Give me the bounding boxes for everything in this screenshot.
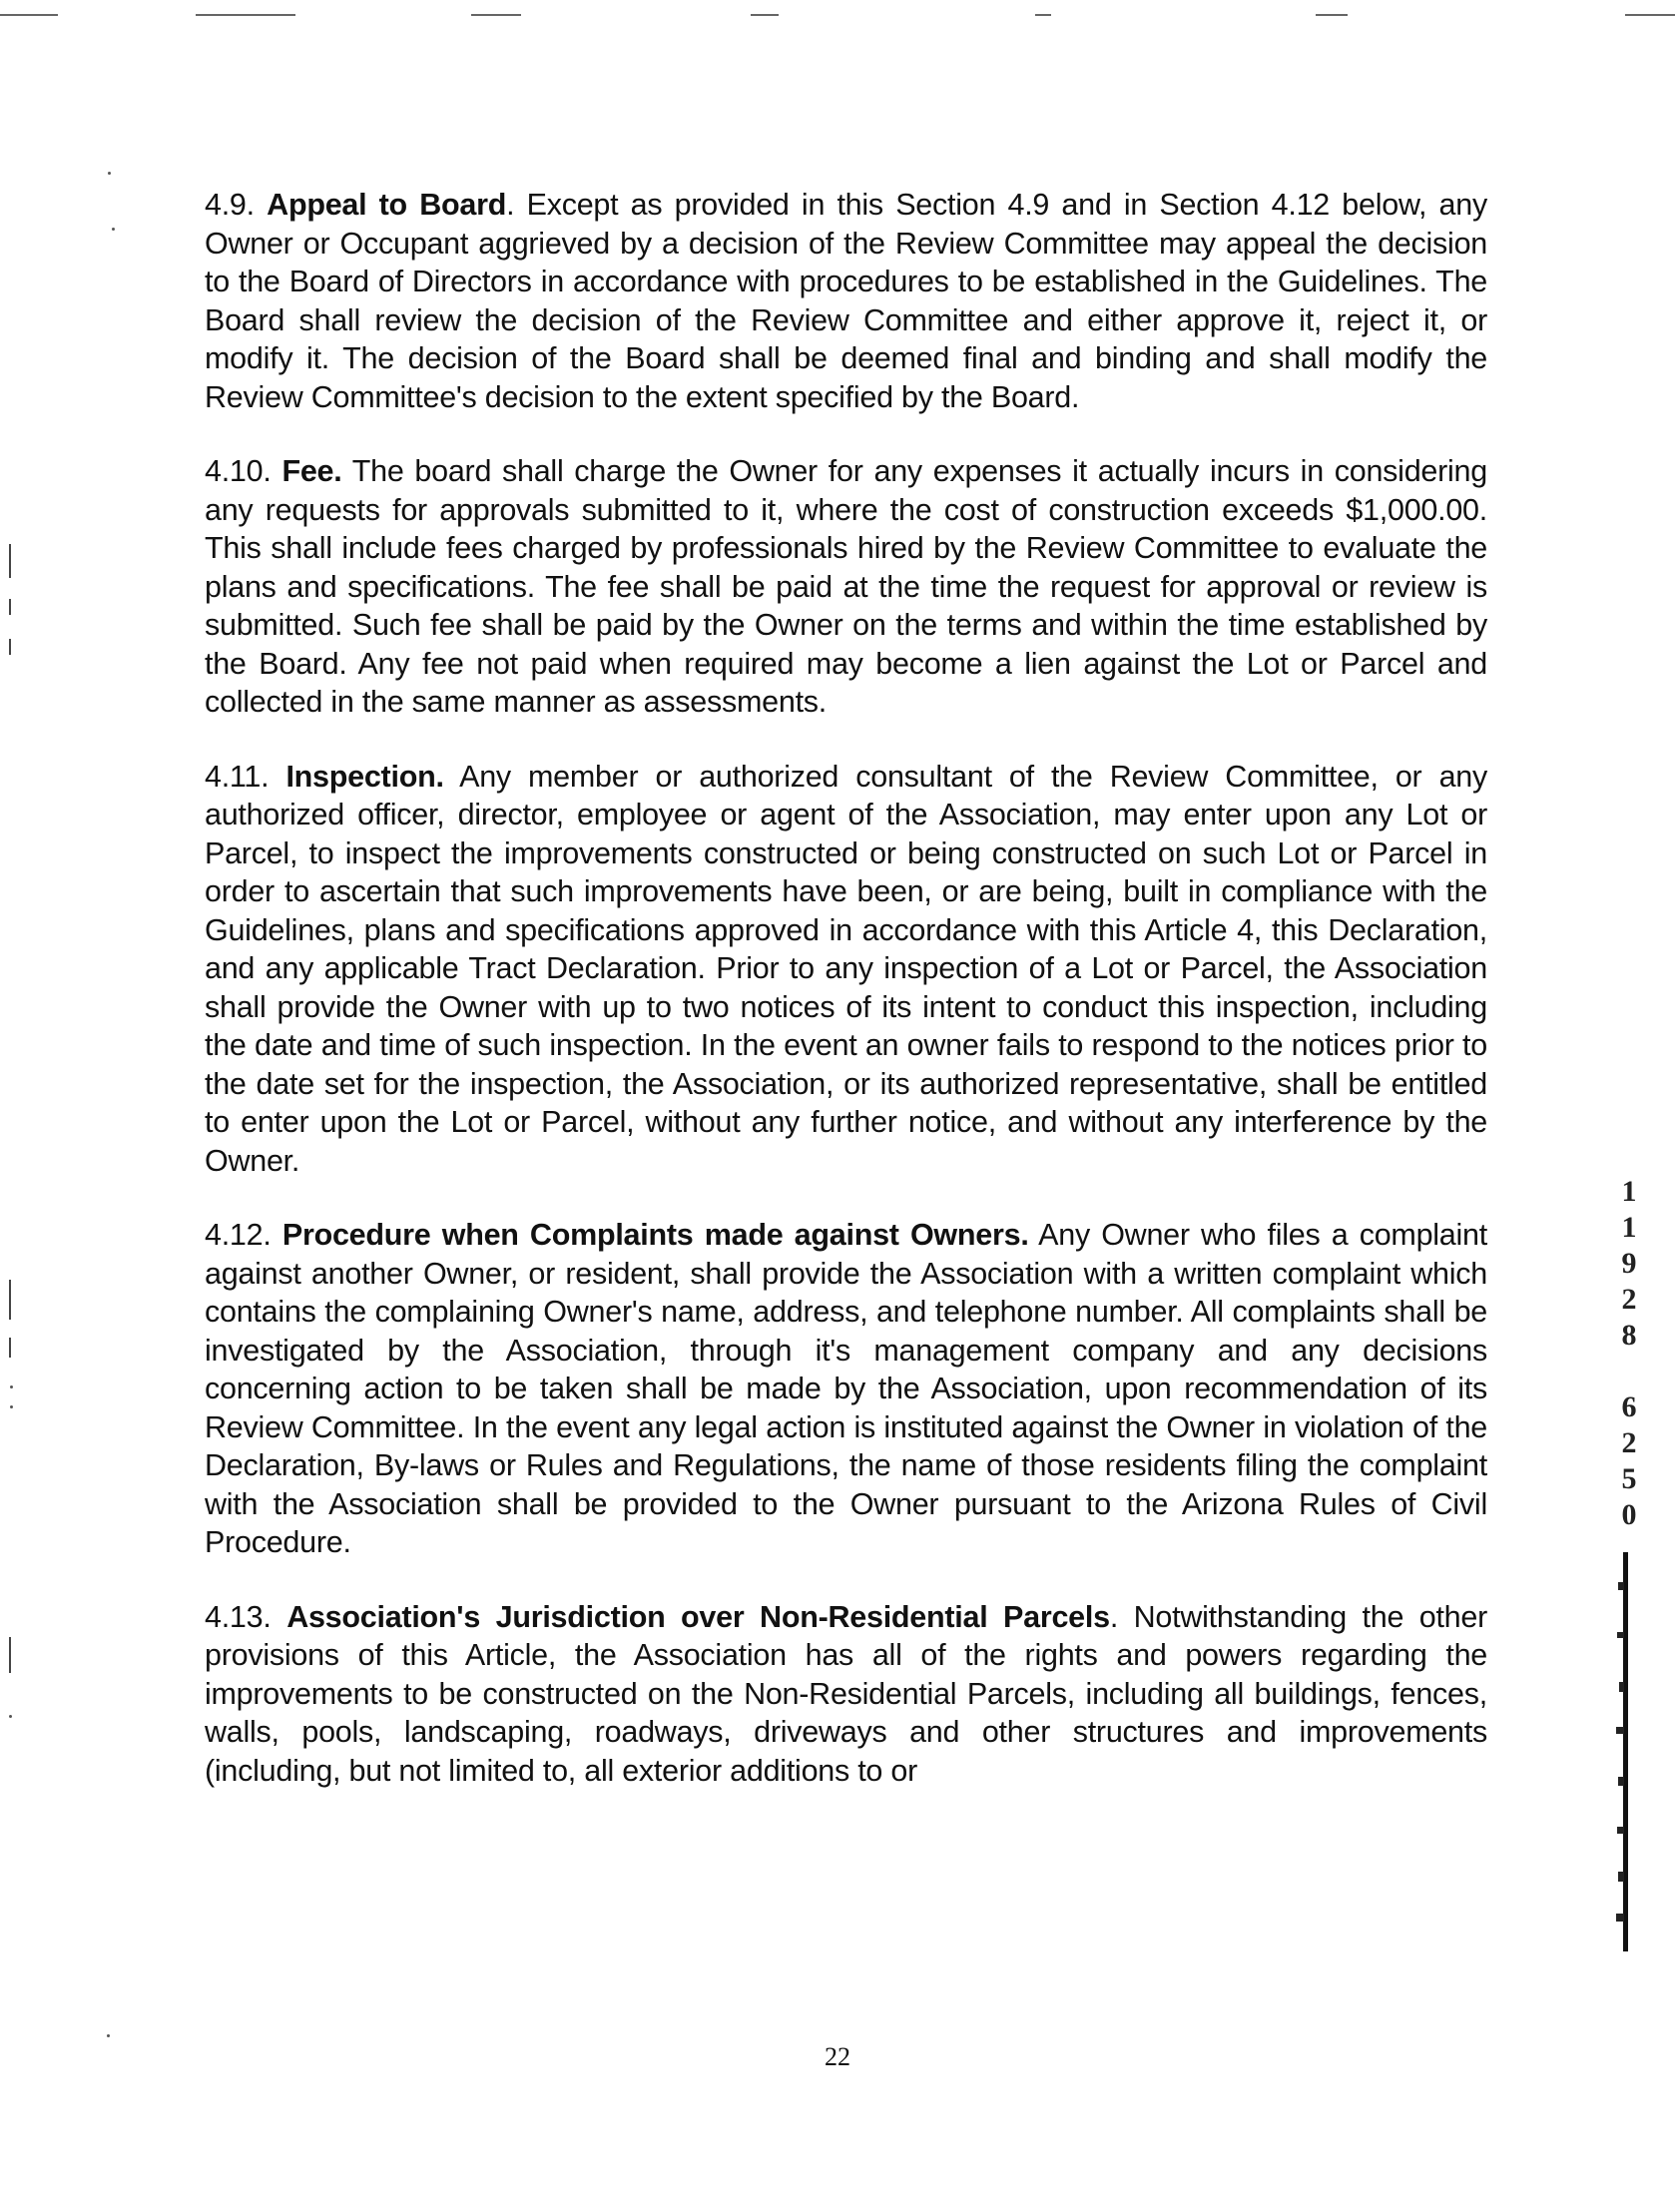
stamp-digit: 1 [1621, 1211, 1637, 1244]
scan-artifact-tick [9, 544, 11, 578]
scan-artifact-tick [9, 1280, 11, 1320]
scan-artifact-dot [10, 1385, 13, 1388]
scan-artifact-line [1316, 14, 1348, 16]
section-4-13 [205, 1598, 1487, 1791]
section-number: 4.9. [205, 188, 255, 222]
scan-artifact-tick [9, 639, 11, 655]
document-body [205, 186, 1487, 1826]
section-number: 4.10. [205, 454, 272, 488]
section-4-9 [205, 186, 1487, 416]
section-4-12 [205, 1216, 1487, 1562]
page-number: 22 [825, 2042, 850, 2071]
scan-artifact-dot [9, 1715, 12, 1718]
scan-artifact-line [0, 14, 58, 16]
section-heading-suffix: . [506, 188, 515, 222]
section-number: 4.12. [205, 1218, 272, 1252]
scan-artifact-line [1035, 14, 1051, 16]
scan-artifact-dot [10, 1405, 13, 1408]
scan-artifact-line [471, 14, 521, 16]
stamp-digit: 0 [1621, 1498, 1637, 1531]
section-heading: Inspection. [285, 759, 444, 794]
stamp-digit: 2 [1621, 1283, 1637, 1316]
stamp-digit: 9 [1621, 1247, 1637, 1280]
section-text: Notwithstanding the other provisions of this Article, the Association has all of the rights and powers regarding the improvements to be constructed on the Non-Residential Parcels, including all buildings, fences, walls, pools, landscaping, roadways, driveways and other structures and improvements (including, but not limited to, all exterior additions to or [205, 1599, 1488, 1788]
section-heading: Fee. [281, 454, 342, 488]
section-heading: Procedure when Complaints made against Owners. [281, 1218, 1029, 1252]
scan-artifact-dot [112, 228, 115, 231]
stamp-gap [1609, 1354, 1649, 1389]
stamp-digit: 1 [1621, 1175, 1637, 1208]
section-heading: Appeal to Board [267, 188, 507, 222]
barcode-mark [1613, 1552, 1639, 1951]
scan-artifact-dot [108, 172, 111, 175]
section-4-10 [205, 452, 1487, 722]
stamp-digit: 6 [1621, 1390, 1637, 1423]
scan-artifact-line [751, 14, 779, 16]
stamp-digit: 8 [1621, 1319, 1637, 1352]
scan-artifact-tick [9, 599, 11, 615]
scan-artifact-line [1625, 14, 1675, 16]
section-text: Except as provided in this Section 4.9 and in Section 4.12 below, any Owner or Occupant aggrieved by a decision of the Review Committee may appeal the decision to the Board of Directors in accordance with procedures to be established in the Guidelines. The Board shall review the decision of the Review Committee and either approve it, reject it, or modify it. The decision of the Board shall be deemed final and binding and shall modify the Review Committee's decision to the extent specified by the Board. [205, 188, 1487, 414]
section-4-11 [205, 758, 1487, 1181]
scan-artifact-tick [9, 1637, 11, 1673]
section-text: Any Owner who files a complaint against another Owner, or resident, shall provide the Association with a written complaint which contains the complaining Owner's name, address, and telephone number. All complaints shall be investigated by the Association, through it's management company and any decisions concerning action to be taken shall be made by the Association, upon recommendation of its Review Committee. In the event any legal action is instituted against the Owner in violation of the Declaration, By-laws or Rules and Regulations, the name of those residents filing the complaint with the Association shall be provided to the Owner pursuant to the Arizona Rules of Civil Procedure. [205, 1218, 1487, 1559]
stamp-digit: 5 [1621, 1462, 1637, 1495]
section-number: 4.13. [205, 1599, 272, 1634]
scan-artifact-tick [9, 1338, 11, 1358]
section-text: Any member or authorized consultant of the Review Committee, or any authorized officer, director, employee or agent of the Association, may enter upon any Lot or Parcel, to inspect the improvements constructed or being constructed on such Lot or Parcel in order to ascertain that such improvements have been, or are being, built in compliance with the Guidelines, plans and specifications approved in accordance with this Article 4, this Declaration, and any applicable Tract Declaration. Prior to any inspection of a Lot or Parcel, the Association shall provide the Owner with up to two notices of its intent to conduct this inspection, including the date and time of such inspection. In the event an owner fails to respond to the notices prior to the date set for the inspection, the Association, or its authorized representative, shall be entitled to enter upon the Lot or Parcel, without any further notice, and without any interference by the Owner. [205, 759, 1487, 1178]
section-heading-suffix: . [1109, 1599, 1119, 1634]
scan-artifact-line [196, 14, 295, 16]
section-heading: Association's Jurisdiction over Non-Residential Parcels [286, 1599, 1110, 1634]
section-number: 4.11. [205, 759, 270, 794]
scan-artifact-dot [107, 2034, 110, 2037]
stamp-digit: 2 [1621, 1426, 1637, 1459]
recording-stamp [1609, 1174, 1649, 1533]
section-text: The board shall charge the Owner for any expenses it actually incurs in considering any requests for approvals submitted to it, where the cost of construction exceeds $1,000.00. This shall include fees charged by professionals hired by the Review Committee to evaluate the plans and specifications. The fee shall be paid at the time the request for approval or review is submitted. Such fee shall be paid by the Owner on the terms and within the time established by the Board. Any fee not paid when required may become a lien against the Lot or Parcel and collected in the same manner as assessments. [205, 454, 1487, 719]
